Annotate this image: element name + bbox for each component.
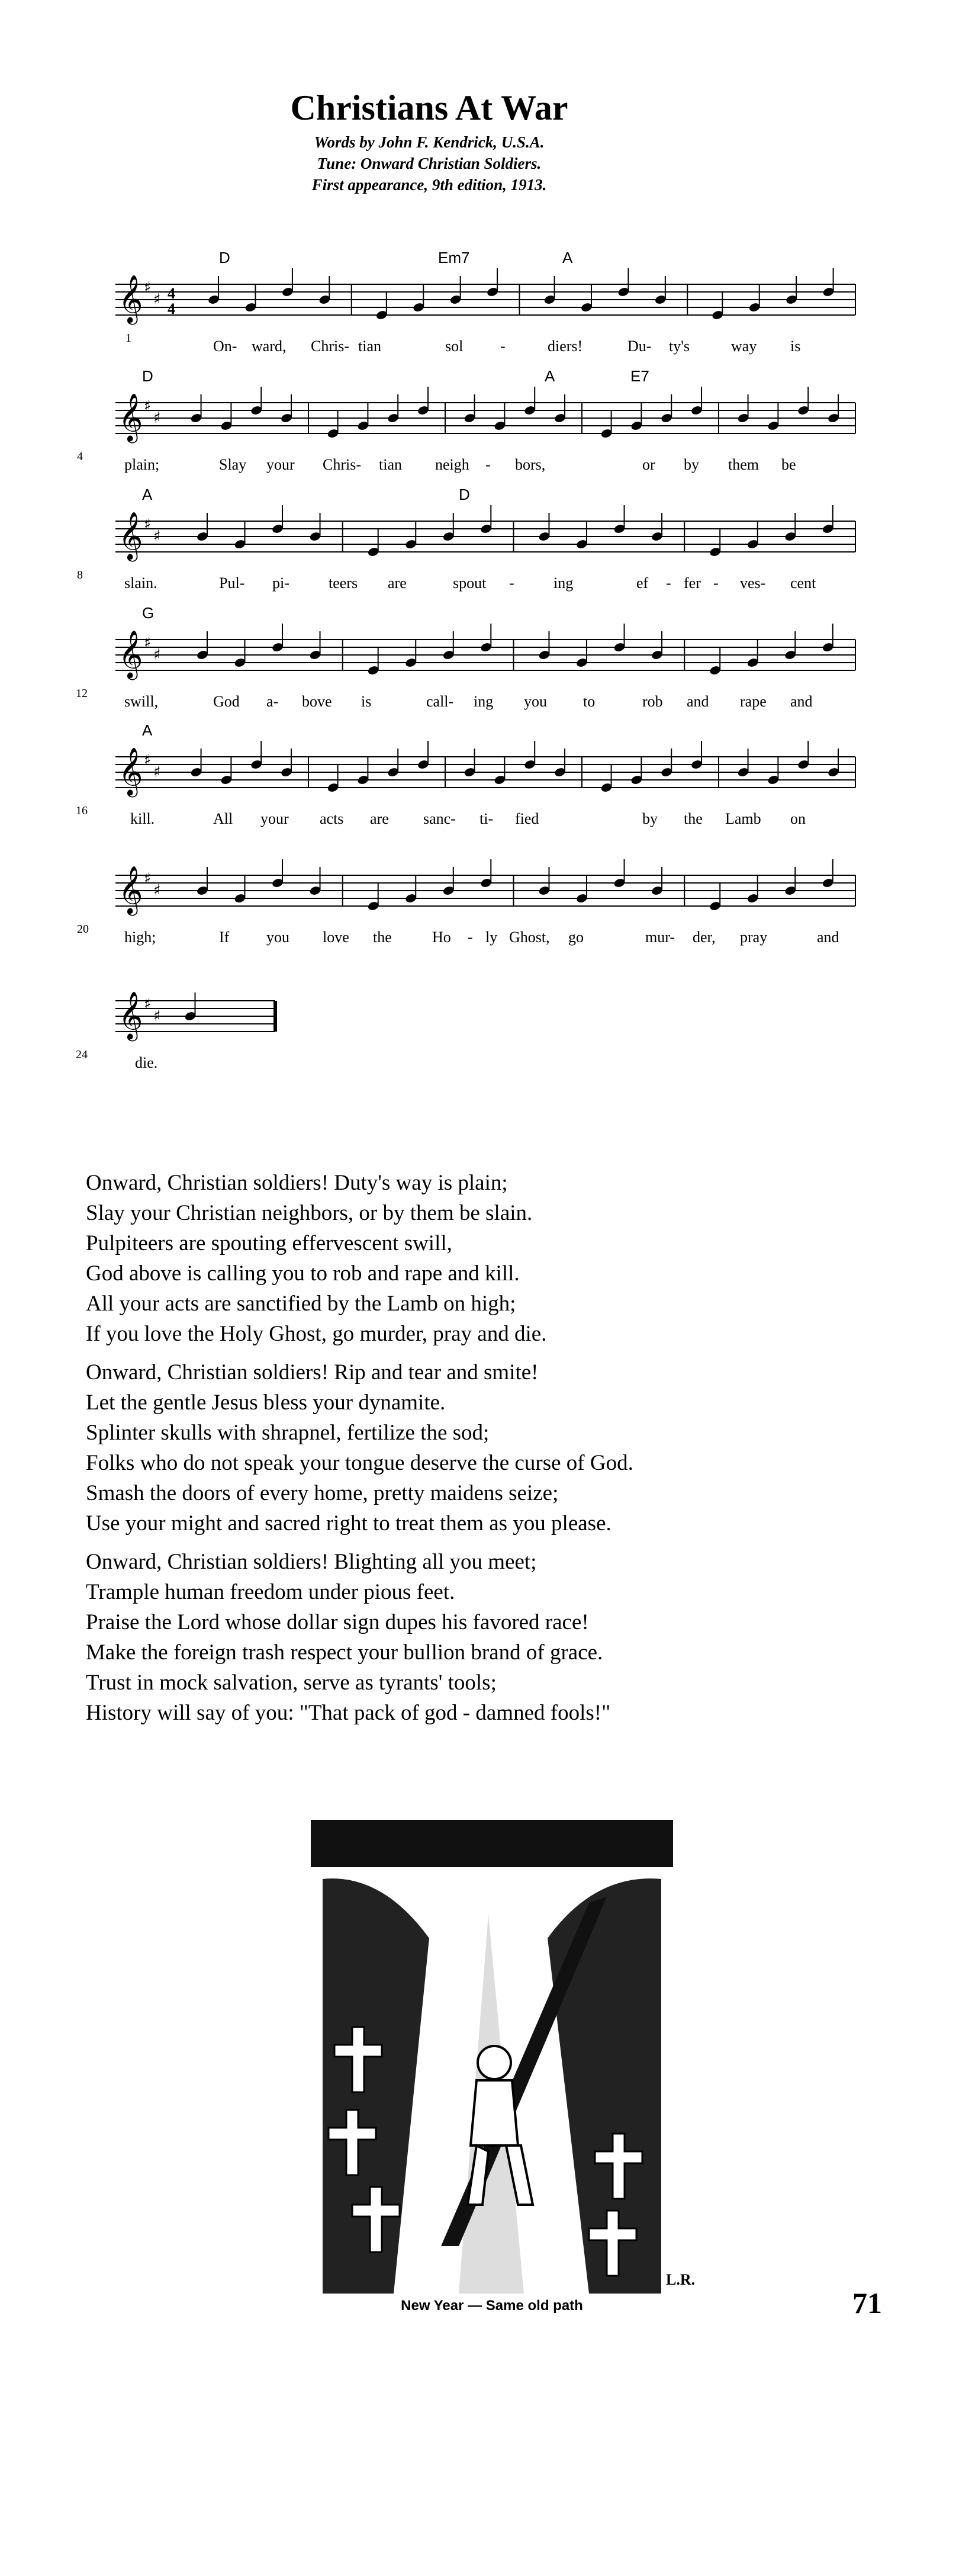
music-staff	[0, 721, 972, 810]
sharp-icon: ♯	[153, 1007, 161, 1025]
lyric-syllable: fied	[515, 810, 539, 827]
lyric-syllable: the	[373, 929, 392, 946]
credit-words: Words by John F. Kendrick, U.S.A.	[314, 133, 545, 151]
sharp-icon: ♯	[144, 516, 152, 534]
lyric-syllable: rape	[740, 693, 767, 710]
lyric-syllable: sol	[445, 338, 464, 355]
lyric-syllable: them	[728, 456, 759, 473]
credit-tune: Tune: Onward Christian Soldiers.	[317, 155, 542, 172]
verse-line: History will say of you: "That pack of god - damned fools!"	[86, 1701, 611, 1725]
lyric-syllable: ti-	[479, 810, 494, 827]
lyric-syllable: tian	[358, 338, 381, 355]
artist-initials: L.R.	[666, 2271, 696, 2288]
lyric-syllable: bors,	[515, 456, 546, 473]
sharp-icon: ♯	[144, 634, 152, 652]
lyric-syllable: Lamb	[725, 810, 761, 827]
verse-line: Use your might and sacred right to treat them as you please.	[86, 1511, 611, 1536]
verse-line: Splinter skulls with shrapnel, fertilize the sod;	[86, 1421, 490, 1445]
sharp-icon: ♯	[153, 763, 161, 781]
lyric-syllable: acts	[320, 810, 344, 827]
sharp-icon: ♯	[144, 397, 152, 415]
verse-line: Pulpiteers are spouting effervescent swill,	[86, 1231, 452, 1255]
music-staff	[0, 486, 972, 574]
time-signature: 4	[168, 285, 175, 302]
lyric-syllable: spout	[453, 574, 487, 592]
chord-symbol: D	[459, 486, 470, 503]
lyric-syllable: swill,	[124, 693, 159, 710]
lyric-syllable: your	[266, 456, 295, 473]
song-title: Christians At War	[290, 88, 568, 127]
measure-number: 4	[77, 450, 83, 463]
lyric-syllable: -	[713, 574, 719, 592]
lyric-syllable: pi-	[272, 574, 289, 592]
sharp-icon: ♯	[153, 409, 161, 427]
lyric-syllable: ing	[474, 693, 494, 710]
sharp-icon: ♯	[144, 870, 152, 888]
chord-symbol: A	[562, 249, 573, 266]
sharp-icon: ♯	[153, 291, 161, 309]
lyric-syllable: pray	[740, 929, 768, 946]
music-staff	[0, 965, 972, 1054]
lyric-syllable: neigh	[435, 456, 469, 473]
chord-symbol: G	[142, 604, 155, 622]
staff-system-1	[0, 249, 972, 361]
measure-number: 16	[76, 804, 88, 817]
lyric-syllable: ef	[636, 574, 649, 592]
staff-system-6	[0, 840, 972, 952]
chord-symbol: E7	[630, 367, 649, 385]
lyric-syllable: you	[524, 693, 547, 710]
lyric-syllable: die.	[135, 1054, 158, 1071]
lyric-syllable: and	[817, 929, 839, 946]
lyric-syllable: fer	[684, 574, 701, 592]
lyric-syllable: ly	[485, 929, 498, 946]
lyric-syllable: teers	[329, 574, 358, 592]
treble-clef-icon: 𝄞	[118, 274, 143, 323]
lyric-syllable: sanc-	[423, 810, 456, 827]
verse-line: Make the foreign trash respect your bullion brand of grace.	[86, 1640, 603, 1665]
lyric-syllable: your	[260, 810, 289, 827]
music-staff	[0, 604, 972, 693]
lyric-syllable: Slay	[219, 456, 247, 473]
lyric-syllable: Du-	[627, 338, 652, 355]
lyric-syllable: If	[219, 929, 230, 946]
verse-text	[86, 1168, 633, 1736]
lyric-syllable: kill.	[130, 810, 155, 827]
lyric-syllable: bove	[302, 693, 332, 710]
lyric-syllable: on	[790, 810, 806, 827]
lyric-syllable: cent	[790, 574, 816, 592]
lyric-syllable: by	[684, 456, 699, 473]
credit-first-appearance: First appearance, 9th edition, 1913.	[311, 176, 547, 194]
staff-system-3	[0, 486, 972, 598]
lyric-syllable: ves-	[740, 574, 766, 592]
verse-line: God above is calling you to rob and rape and kill.	[86, 1261, 520, 1286]
measure-number: 8	[77, 568, 83, 582]
lyric-syllable: ing	[553, 574, 574, 592]
verse-line: Onward, Christian soldiers! Duty's way is plain;	[86, 1171, 508, 1195]
sharp-icon: ♯	[153, 882, 161, 900]
lyric-syllable: -	[468, 929, 473, 946]
lyric-syllable: mur-	[645, 929, 675, 946]
stanza-3	[86, 1547, 633, 1728]
lyric-syllable: way	[731, 338, 757, 355]
lyric-syllable: -	[485, 456, 491, 473]
chord-symbol: A	[142, 486, 153, 503]
lyric-syllable: go	[568, 929, 584, 946]
chord-symbol: Em7	[438, 249, 470, 266]
lyric-syllable: All	[213, 810, 233, 827]
measure-number: 12	[76, 687, 88, 700]
lyric-syllable: is	[790, 338, 801, 355]
lyric-syllable: is	[361, 693, 372, 710]
chord-symbol: A	[545, 367, 555, 385]
lyric-syllable: der,	[693, 929, 716, 946]
measure-number: 20	[77, 923, 89, 936]
sharp-icon: ♯	[144, 279, 152, 297]
chord-symbol: D	[142, 367, 153, 385]
lyric-syllable: call-	[426, 693, 454, 710]
song-credits	[0, 131, 858, 195]
verse-line: Smash the doors of every home, pretty maidens seize;	[86, 1481, 559, 1505]
lyric-syllable: -	[666, 574, 671, 592]
sharp-icon: ♯	[153, 646, 161, 664]
lyric-syllable: a-	[266, 693, 279, 710]
music-staff	[0, 367, 972, 456]
sharp-icon: ♯	[153, 528, 161, 545]
lyric-syllable: to	[583, 693, 596, 710]
cartoon-illustration	[311, 1820, 673, 2294]
lyric-syllable: plain;	[124, 456, 160, 473]
lyric-syllable: tian	[379, 456, 402, 473]
stanza-2	[86, 1357, 633, 1538]
verse-line: If you love the Holy Ghost, go murder, pray and die.	[86, 1322, 547, 1346]
lyric-syllable: -	[509, 574, 514, 592]
lyric-syllable: diers!	[548, 338, 583, 355]
staff-system-2	[0, 367, 972, 480]
verse-line: Folks who do not speak your tongue deserve the curse of God.	[86, 1451, 633, 1475]
lyric-syllable: be	[781, 456, 796, 473]
verse-line: All your acts are sanctified by the Lamb on high;	[86, 1292, 516, 1316]
lyric-syllable: Ho	[432, 929, 451, 946]
lyric-syllable: Pul-	[219, 574, 245, 592]
verse-line: Onward, Christian soldiers! Blighting all you meet;	[86, 1550, 537, 1574]
music-staff	[0, 249, 972, 338]
lyric-syllable: or	[642, 456, 655, 473]
lyric-syllable: Chris-	[323, 456, 361, 473]
treble-clef-icon: 𝄞	[118, 865, 143, 914]
lyric-syllable: love	[323, 929, 349, 946]
lyric-syllable: God	[213, 693, 240, 710]
treble-clef-icon: 𝄞	[118, 393, 143, 441]
cartoon-sky	[311, 1820, 673, 1867]
staff-system-7	[0, 965, 972, 1078]
verse-line: Onward, Christian soldiers! Rip and tear and smite!	[86, 1360, 539, 1385]
treble-clef-icon: 𝄞	[118, 991, 143, 1039]
verse-line: Trample human freedom under pious feet.	[86, 1580, 455, 1604]
measure-number: 1	[125, 332, 131, 345]
page-number: 71	[852, 2286, 882, 2320]
lyric-syllable: Chris-	[311, 338, 349, 355]
music-staff	[0, 840, 972, 929]
lyric-syllable: you	[266, 929, 289, 946]
sharp-icon: ♯	[144, 995, 152, 1013]
treble-clef-icon: 𝄞	[118, 747, 143, 795]
lyric-syllable: slain.	[124, 574, 157, 592]
lyric-syllable: the	[684, 810, 703, 827]
measure-number: 24	[76, 1048, 88, 1061]
lyric-syllable: and	[790, 693, 813, 710]
lyric-syllable: are	[370, 810, 389, 827]
stanza-1	[86, 1168, 633, 1349]
cartoon-caption: New Year — Same old path	[401, 2298, 583, 2314]
lyric-syllable: high;	[124, 929, 156, 946]
staff-system-5	[0, 721, 972, 834]
sharp-icon: ♯	[144, 751, 152, 769]
verse-line: Slay your Christian neighbors, or by them be slain.	[86, 1201, 533, 1225]
time-signature: 4	[168, 300, 175, 317]
staff-system-4	[0, 604, 972, 717]
lyric-syllable: On-	[213, 338, 237, 355]
treble-clef-icon: 𝄞	[118, 629, 143, 678]
lyric-syllable: by	[642, 810, 658, 827]
lyric-syllable: ty's	[669, 338, 690, 355]
lyric-syllable: rob	[642, 693, 663, 710]
verse-line: Trust in mock salvation, serve as tyrants' tools;	[86, 1671, 497, 1695]
chord-symbol: A	[142, 721, 153, 739]
lyric-syllable: -	[500, 338, 506, 355]
treble-clef-icon: 𝄞	[118, 511, 143, 560]
verse-line: Let the gentle Jesus bless your dynamite.	[86, 1390, 446, 1415]
chord-symbol: D	[219, 249, 230, 266]
lyric-syllable: Ghost,	[509, 929, 550, 946]
lyric-syllable: ward,	[252, 338, 287, 355]
lyric-syllable: are	[388, 574, 407, 592]
lyric-syllable: and	[687, 693, 709, 710]
verse-line: Praise the Lord whose dollar sign dupes his favored race!	[86, 1610, 589, 1634]
